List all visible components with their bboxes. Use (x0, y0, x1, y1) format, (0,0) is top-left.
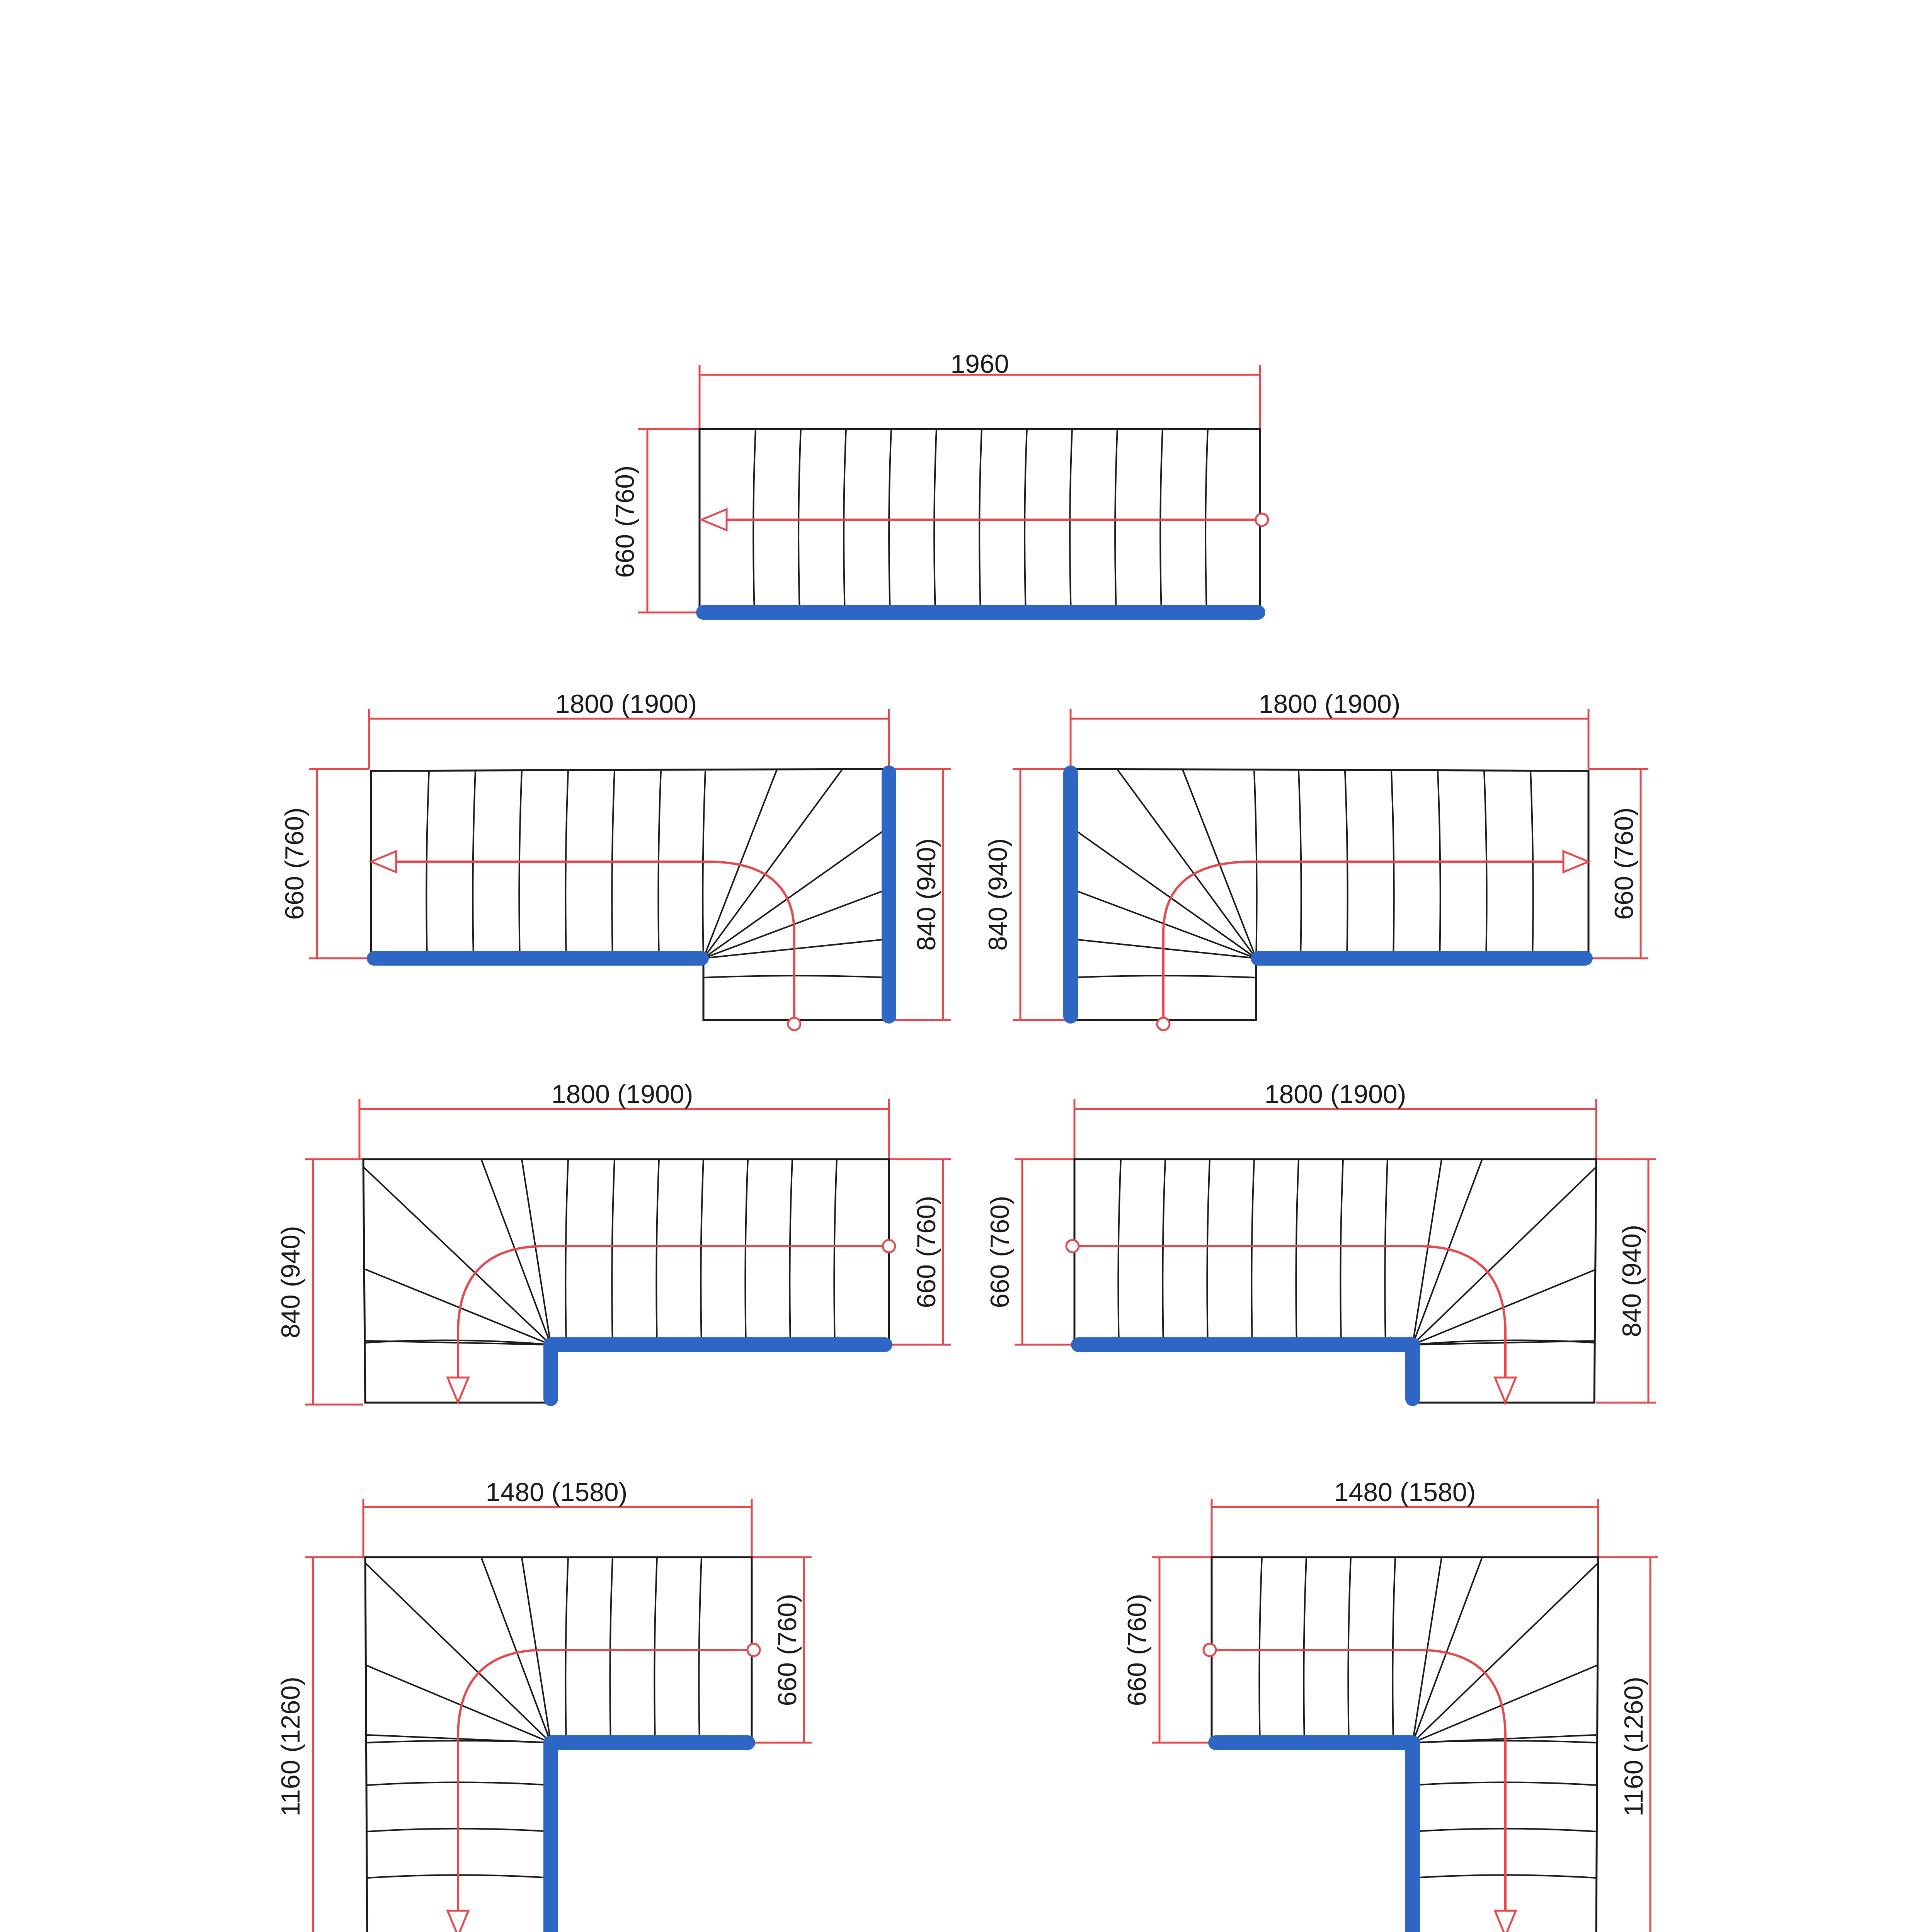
wall-inner (551, 1743, 748, 1932)
dimension-depth (280, 769, 369, 958)
width-label: 1800 (1900) (551, 1080, 693, 1109)
dimension-width (1071, 689, 1588, 769)
walk-line (701, 509, 1268, 530)
depth-right-label: 660 (760) (912, 1196, 941, 1308)
walk-line (1157, 851, 1588, 1030)
dimension-depth (610, 429, 700, 612)
stair-l-shape-right (1122, 1478, 1658, 1932)
dimension-depth-right (889, 769, 951, 1020)
wall-inner (1078, 1345, 1413, 1399)
treads (1071, 769, 1533, 978)
depth-label: 660 (760) (610, 465, 640, 578)
walk-line (448, 1240, 895, 1403)
stair-quarter-turn-left-mid (276, 1080, 951, 1405)
dimension-width (363, 1478, 752, 1557)
depth-right-label: 660 (760) (1609, 807, 1639, 920)
stair-straight (610, 349, 1268, 612)
walk-line (1066, 1240, 1516, 1403)
dimension-depth (983, 769, 1071, 1020)
dimension-depth-right (889, 1159, 951, 1345)
stair-quarter-turn-left-top (280, 689, 951, 1030)
treads (363, 1159, 837, 1345)
depth-label: 840 (940) (983, 838, 1013, 951)
dimension-width (1212, 1478, 1598, 1557)
stair-outline (363, 1159, 889, 1403)
wall-inner (1216, 1743, 1413, 1932)
dimension-depth-right (1588, 769, 1648, 958)
dimension-width (369, 689, 889, 769)
width-label: 1960 (950, 349, 1009, 379)
dimension-width (359, 1080, 889, 1159)
stair-quarter-turn-right-top (983, 689, 1648, 1030)
walk-line (448, 1644, 760, 1932)
treads (426, 769, 889, 978)
depth-label: 660 (760) (985, 1196, 1015, 1308)
dimension-depth (276, 1557, 365, 1932)
width-label: 1800 (1900) (1258, 689, 1401, 719)
dimension-width (700, 349, 1260, 429)
depth-label: 660 (760) (1122, 1594, 1152, 1706)
stair-quarter-turn-right-mid (985, 1080, 1656, 1403)
dimension-depth (985, 1159, 1074, 1345)
depth-right-label: 840 (940) (1617, 1225, 1646, 1337)
dimension-depth (276, 1159, 363, 1405)
treads (1118, 1159, 1596, 1345)
width-label: 1480 (1580) (485, 1478, 628, 1507)
stair-outline (1074, 1159, 1596, 1403)
dimension-depth-right (1596, 1159, 1656, 1403)
walk-line (371, 851, 800, 1030)
depth-right-label: 1160 (1260) (1619, 1677, 1648, 1816)
dimension-depth (1122, 1557, 1212, 1743)
stair-l-shape-left (276, 1478, 812, 1932)
width-label: 1480 (1580) (1334, 1478, 1476, 1507)
width-label: 1800 (1900) (555, 689, 697, 719)
wall-inner (551, 1345, 885, 1399)
treads (1259, 1557, 1598, 1878)
depth-label: 660 (760) (280, 807, 309, 920)
walk-line (1204, 1644, 1516, 1932)
width-label: 1800 (1900) (1264, 1080, 1406, 1109)
treads (365, 1557, 701, 1878)
depth-label: 1160 (1260) (276, 1677, 305, 1816)
dimension-width (1074, 1080, 1596, 1159)
stair-outline (1071, 769, 1588, 1020)
stair-outline (371, 769, 889, 1020)
dimension-depth-right (1598, 1557, 1658, 1932)
depth-label: 840 (940) (276, 1226, 305, 1338)
depth-right-label: 840 (940) (912, 838, 941, 951)
depth-right-label: 660 (760) (773, 1594, 802, 1706)
